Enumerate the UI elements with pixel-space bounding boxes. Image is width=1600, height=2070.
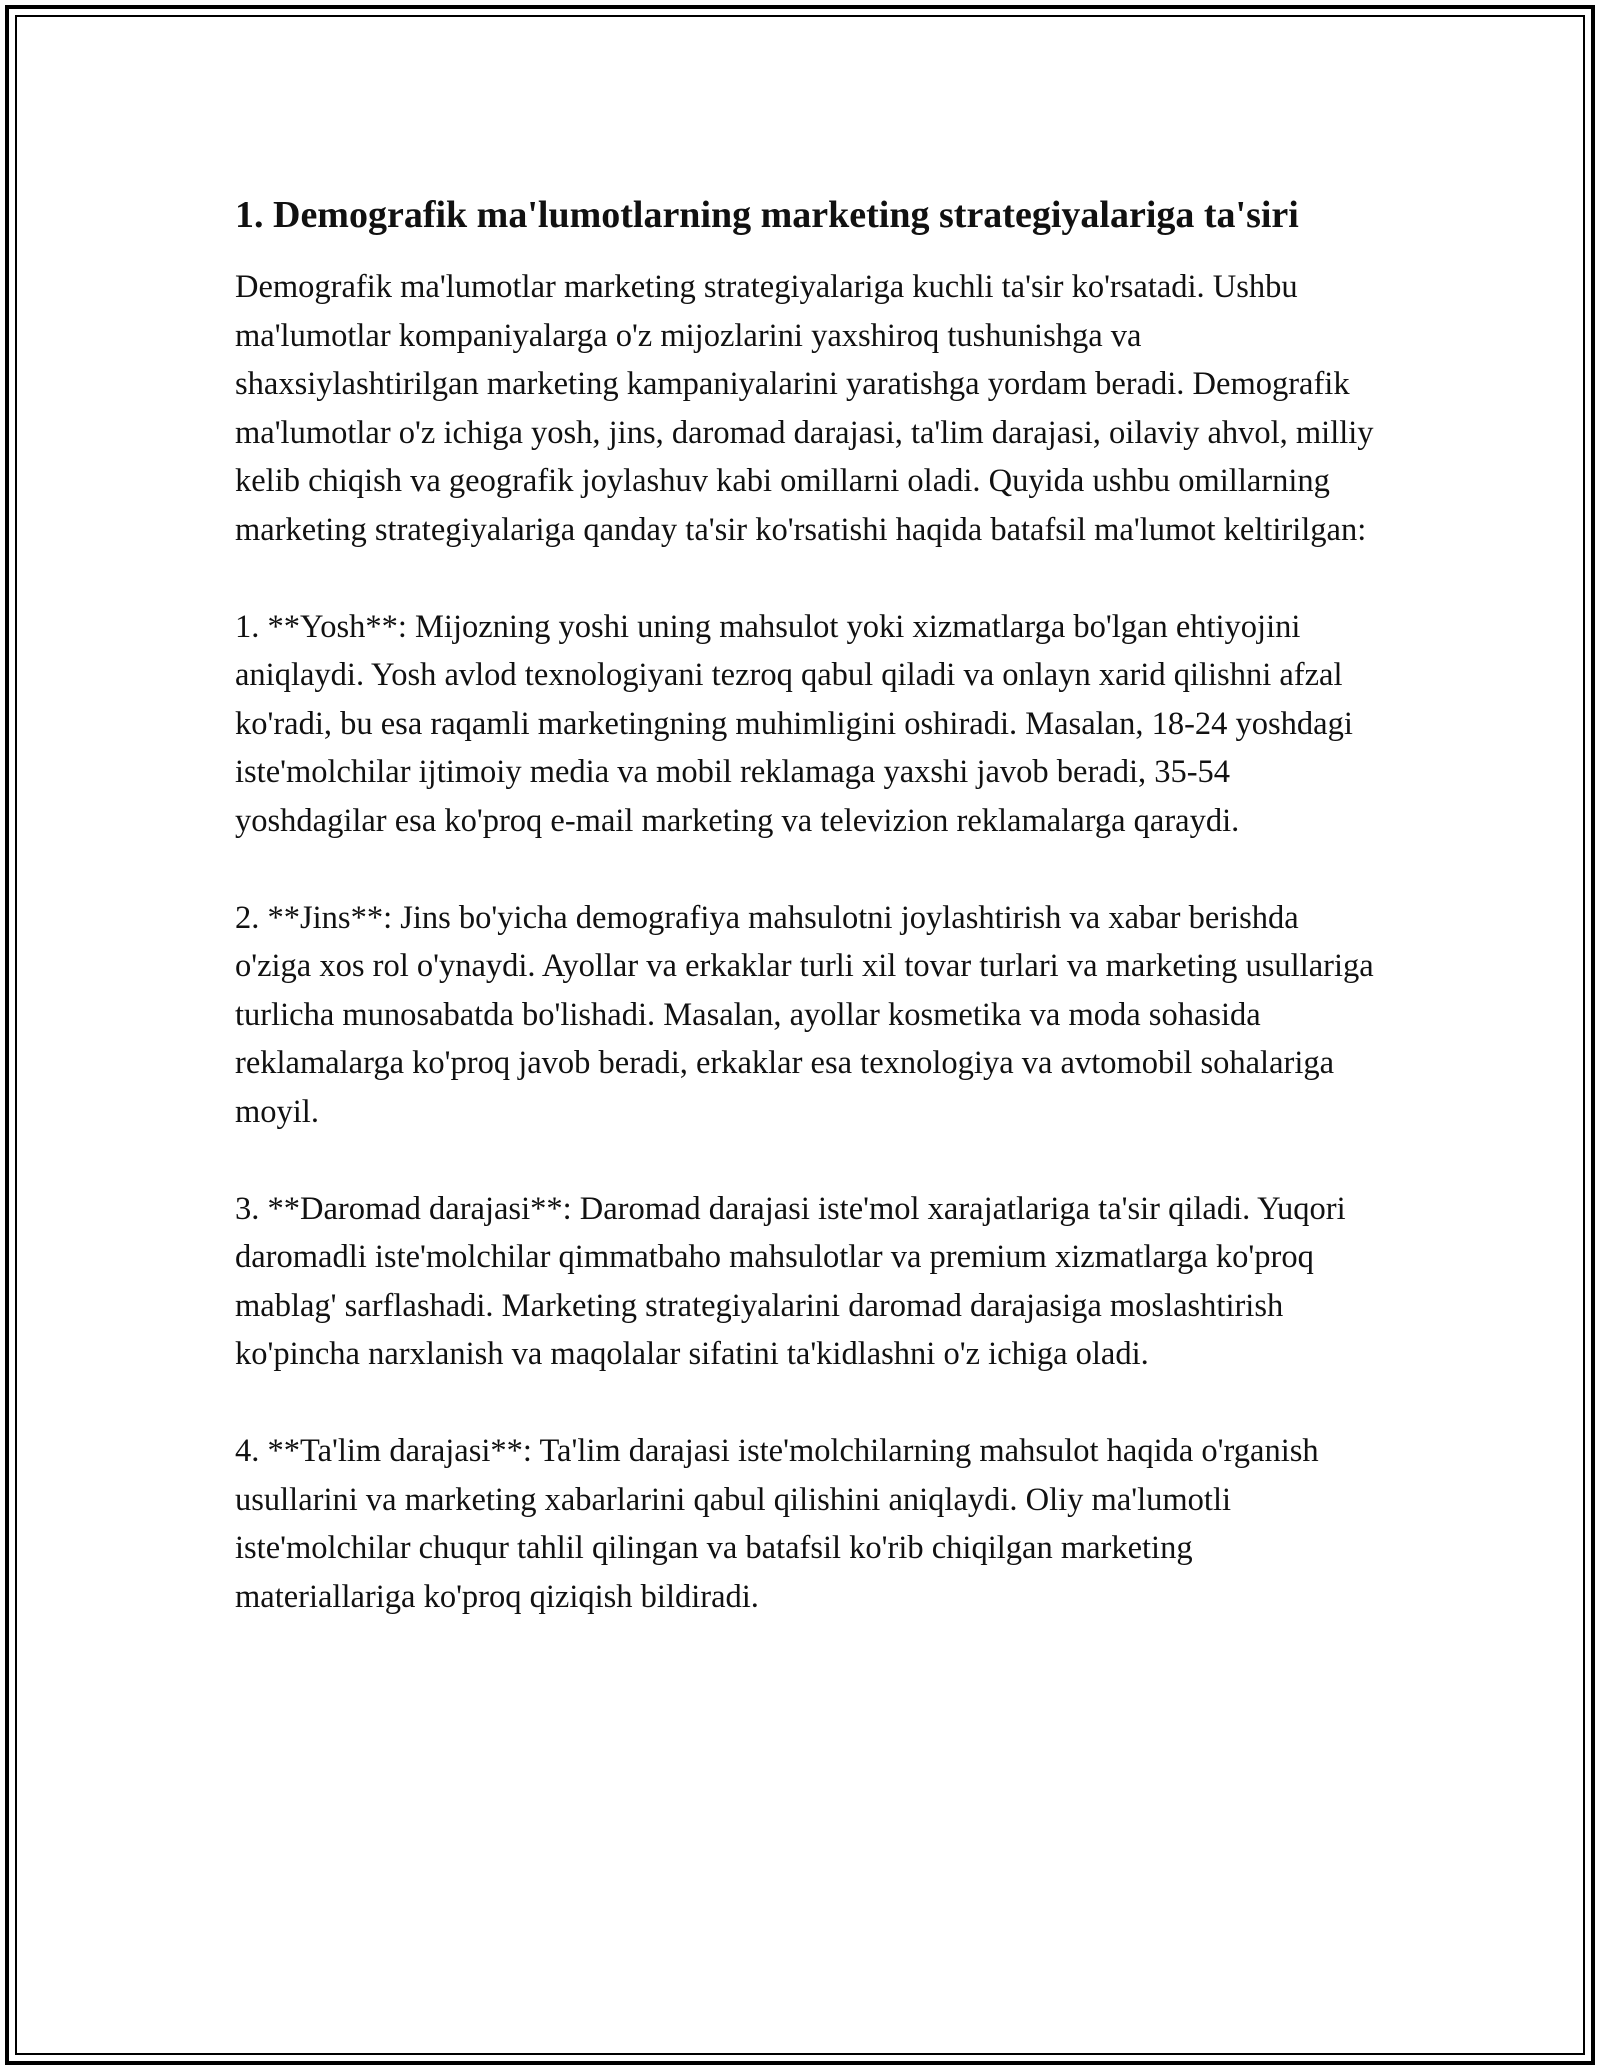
paragraph-jins: 2. **Jins**: Jins bo'yicha demografiya mahsulotni joylashtirish va xabar berishda o'ziga xos rol o'ynaydi. Ayollar va erkaklar turli xil tovar turlari va marketing usullariga turlicha munosabatda bo'lishadi. Masalan, ayollar kosmetika va moda sohasida reklamalarga ko'proq javob beradi, erkaklar esa texnologiya va avtomobil sohalariga moyil. <box>235 899 1374 1130</box>
section-title: 1. Demografik ma'lumotlarning marketing strategiyalariga ta'siri <box>235 194 1299 236</box>
paragraph-talim: 4. **Ta'lim darajasi**: Ta'lim darajasi iste'molchilarning mahsulot haqida o'rganish usullarini va marketing xabarlarini qabul qilishini aniqlaydi. Oliy ma'lumotli iste'molchilar chuqur tahlil qilingan va batafsil ko'rib chiqilgan marketing materiallariga ko'proq qiziqish bildiradi. <box>235 1433 1319 1615</box>
document-body <box>235 188 1375 1621</box>
paragraph-daromad: 3. **Daromad darajasi**: Daromad darajasi iste'mol xarajatlariga ta'sir qiladi. Yuqori daromadli iste'molchilar qimmatbaho mahsulotlar va premium xizmatlarga ko'proq mablag' sarflashadi. Marketing strategiyalarini daromad darajasiga moslashtirish ko'pincha narxlanish va maqolalar sifatini ta'kidlashni o'z ichiga oladi. <box>235 1190 1346 1372</box>
intro-paragraph: Demografik ma'lumotlar marketing strategiyalariga kuchli ta'sir ko'rsatadi. Ushbu ma'lumotlar kompaniyalarga o'z mijozlarini yaxshiroq tushunishga va shaxsiylashtirilgan marketing kampaniyalarini yaratishga yordam beradi. Demografik ma'lumotlar o'z ichiga yosh, jins, daromad darajasi, ta'lim darajasi, oilaviy ahvol, milliy kelib chiqish va geografik joylashuv kabi omillarni oladi. Quyida ushbu omillarning marketing strategiyalariga qanday ta'sir ko'rsatishi haqida batafsil ma'lumot keltirilgan: <box>235 269 1374 548</box>
paragraph-yosh: 1. **Yosh**: Mijozning yoshi uning mahsulot yoki xizmatlarga bo'lgan ehtiyojini aniqlaydi. Yosh avlod texnologiyani tezroq qabul qiladi va onlayn xarid qilishni afzal ko'radi, bu esa raqamli marketingning muhimligini oshiradi. Masalan, 18-24 yoshdagi iste'molchilar ijtimoiy media va mobil reklamaga yaxshi javob beradi, 35-54 yoshdagilar esa ko'proq e-mail marketing va televizion reklamalarga qaraydi. <box>235 608 1353 839</box>
